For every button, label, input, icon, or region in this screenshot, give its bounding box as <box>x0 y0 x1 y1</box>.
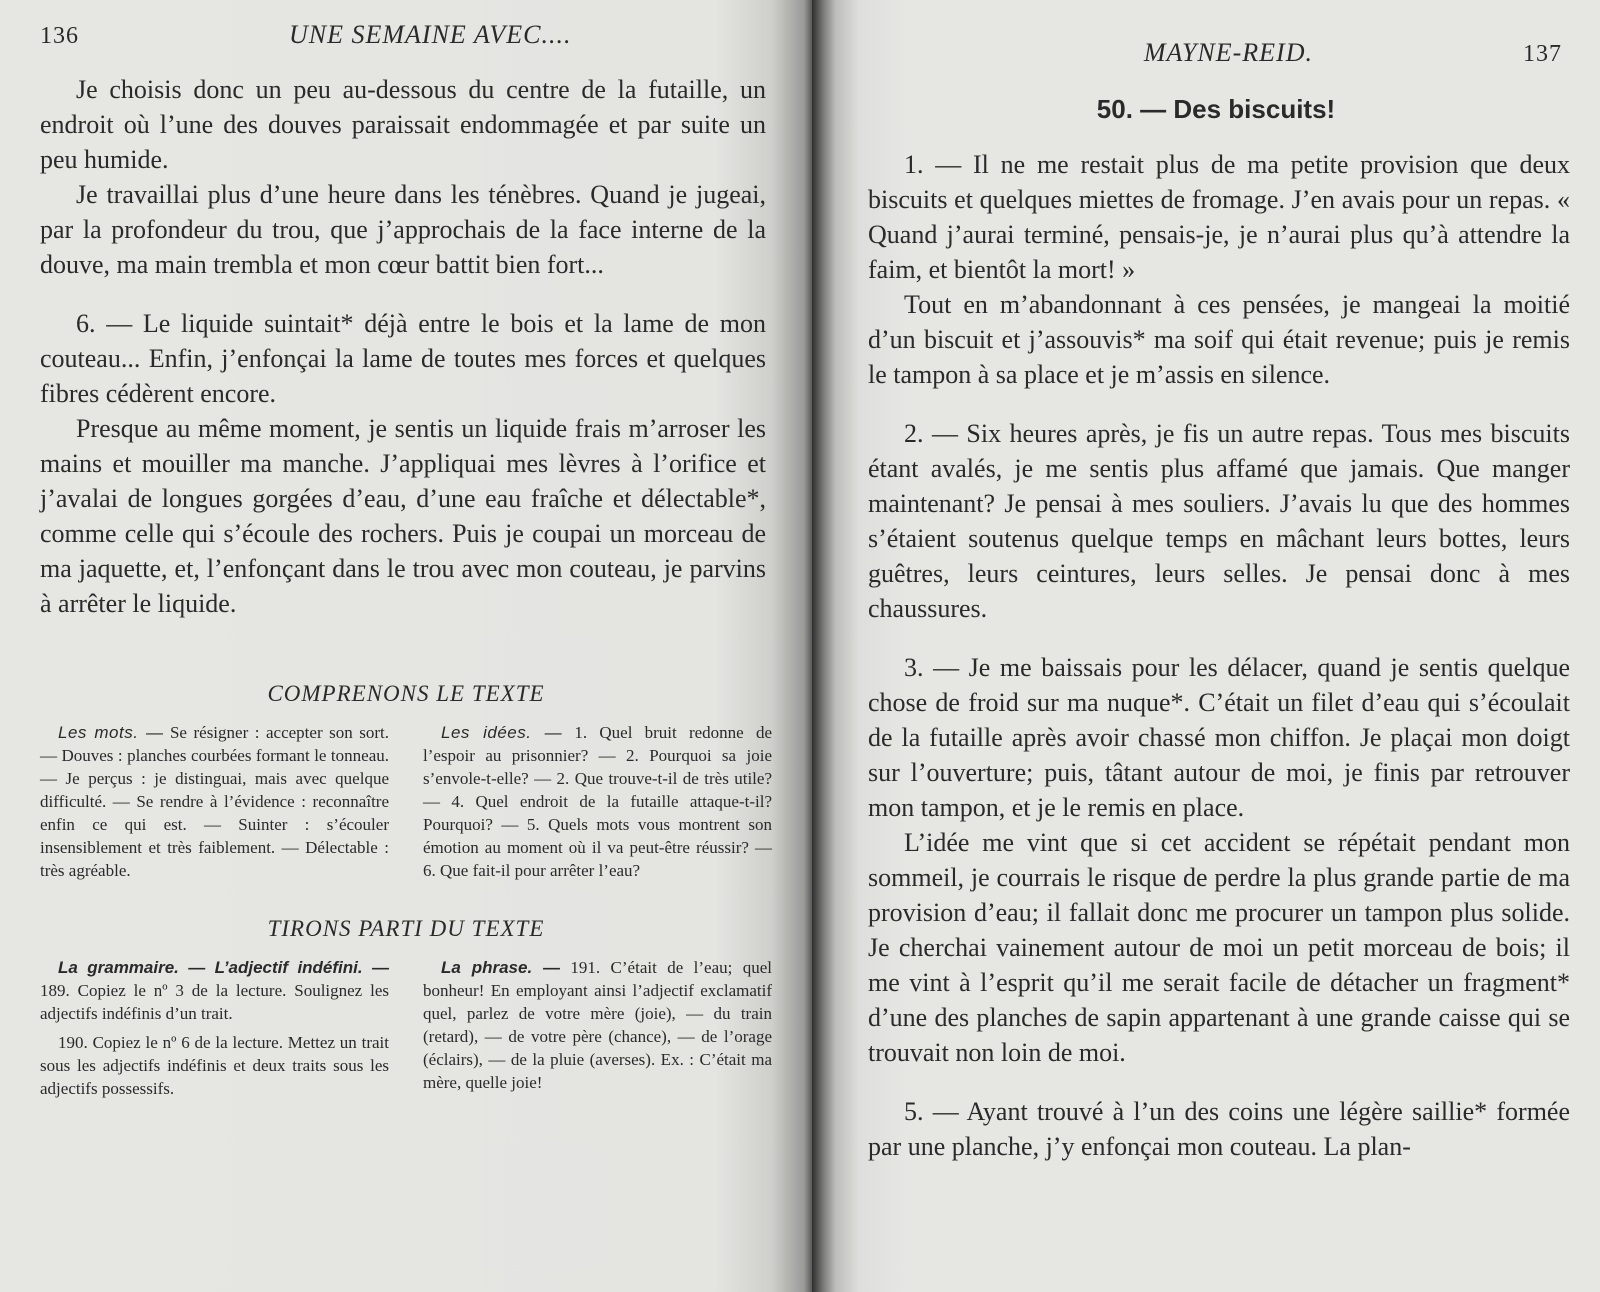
left-paragraph-1: Je choisis donc un peu au-dessous du centre de la futaille, un endroit où l’une des douves paraissait endommagée et par suite un peu humide. <box>40 75 766 174</box>
phrase-lead: La phrase. — <box>441 958 561 977</box>
left-paragraph-3: 6. — Le liquide suintait* déjà entre le bois et la lame de mon couteau... Enfin, j’enfonçai la lame de toutes mes forces et quelques fibres cédèrent encore. <box>40 309 766 408</box>
chapter-title: 50. — Des biscuits! <box>1096 94 1336 124</box>
right-paragraph-1: 1. — Il ne me restait plus de ma petite provision que deux biscuits et quelques miettes de fromage. J’en avais pour un repas. « Quand j’aurai terminé, pensais-je, je n’aurai plus qu’à attendre la faim, et bientôt la mort! » <box>868 150 1570 284</box>
phrase-text: 191. C’était de l’eau; quel bonheur! En employant ainsi l’adjectif exclamatif quel, parlez de votre mère (joie), — du train (retard), — de votre père (chance), — de l’orage (éclairs), — de la pluie (averses). Ex. : C’était ma mère, quelle joie! <box>423 958 772 1092</box>
right-paragraph-4: 3. — Je me baissais pour les délacer, quand je sentis quelque chose de froid sur ma nuque*. C’était un filet d’eau qui s’écoulait de la futaille après avoir chassé mon chiffon. Je plaçai mon doigt sur l’ouverture; puis, tâtant autour de moi, je finis par retrouver mon tampon, et je le remis en place. <box>868 653 1570 822</box>
grammaire-text: 189. Copiez le nº 3 de la lecture. Soulignez les adjectifs indéfinis d’un trait. <box>40 981 389 1023</box>
left-running-header <box>40 20 772 50</box>
tirons-heading: TIRONS PARTI DU TEXTE <box>267 916 545 941</box>
right-paragraph-2: Tout en m’abandonnant à ces pensées, je mangeai la moitié d’un biscuit et j’assouvis* ma soif qui était revenue; puis je remis le tampon à sa place et je m’assis en silence. <box>868 290 1570 389</box>
left-body-text <box>40 72 772 621</box>
right-paragraph-6: 5. — Ayant trouvé à l’un des coins une légère saillie* formée par une planche, j’y enfonçai mon couteau. La plan- <box>868 1097 1570 1161</box>
right-page <box>812 0 1600 1292</box>
right-paragraph-3: 2. — Six heures après, je fis un autre repas. Tous mes biscuits étant avalés, je me sentis plus affamé que jamais. Que manger maintenant? Je pensai à mes souliers. J’avais lu que des hommes s’étaient soutenus quelque temps en mâchant leurs bottes, leurs guêtres, leurs ceintures, leurs selles. Je pensai donc à mes chaussures. <box>868 419 1570 623</box>
les-mots-column <box>40 721 389 888</box>
left-running-title: UNE SEMAINE AVEC.... <box>289 20 572 49</box>
right-page-number: 137 <box>1523 41 1562 67</box>
les-idees-column <box>423 721 772 888</box>
right-paragraph-5: L’idée me vint que si cet accident se répétait pendant mon sommeil, je courrais le risque de perdre la plus grande partie de ma provision d’eau; il fallait donc me procurer un tampon plus solide. Je cherchai vainement autour de moi un petit morceau de bois; il me vint à l’esprit qu’il me serait facile de détacher un fragment* d’une des planches de sapin appartenant à une grande caisse qui se trouvait non loin de moi. <box>868 828 1570 1067</box>
les-mots-lead: Les mots. — <box>58 723 164 742</box>
les-idees-text: 1. Quel bruit redonne de l’espoir au prisonnier? — 2. Pourquoi sa joie s’envole-t-elle? — 2. Que trouve-t-il de très utile? — 4. Quel endroit de la futaille attaque-t-il? Pourquoi? — 5. Quels mots vous montrent son émotion au moment où il va peut-être réussir? — 6. Que fait-il pour arrêter l’eau? <box>423 723 772 880</box>
comprenons-heading: COMPRENONS LE TEXTE <box>267 681 545 706</box>
right-running-title: MAYNE-REID. <box>1143 38 1313 67</box>
les-mots-text: Se résigner : accepter son sort. — Douves : planches courbées formant le tonneau. — Je perçus : je distinguai, mais avec quelque difficulté. — Se rendre à l’évidence : reconnaître enfin ce qui est. — Suinter : s’écouler insensiblement et très faiblement. — Délectable : très agréable. <box>40 723 389 880</box>
grammaire-text-2: 190. Copiez le nº 6 de la lecture. Mettez un trait sous les adjectifs indéfinis et deux traits sous les adjectifs possessifs. <box>40 1033 389 1098</box>
les-idees-lead: Les idées. — <box>441 723 563 742</box>
right-running-header <box>862 38 1570 68</box>
grammaire-column <box>40 956 389 1106</box>
tirons-section <box>40 916 772 1106</box>
grammaire-lead: La grammaire. — L’adjectif indéfini. — <box>58 958 389 977</box>
right-body-text <box>862 147 1570 1164</box>
left-paragraph-2: Je travaillai plus d’une heure dans les ténèbres. Quand je jugeai, par la profondeur du trou, que j’approchais de la face interne de la douve, ma main trembla et mon cœur battit bien fort... <box>40 180 766 279</box>
comprenons-section <box>40 681 772 888</box>
left-paragraph-4: Presque au même moment, je sentis un liquide frais m’arroser les mains et mouiller ma manche. J’appliquai mes lèvres à l’orifice et j’avalai de longues gorgées d’eau, d’une eau fraîche et délectable*, comme celle qui s’écoule des rochers. Puis je coupai un morceau de ma jaquette, et, l’enfonçant dans le trou avec mon couteau, je parvins à arrêter le liquide. <box>40 414 766 618</box>
left-page-number: 136 <box>40 23 79 49</box>
phrase-column <box>423 956 772 1106</box>
